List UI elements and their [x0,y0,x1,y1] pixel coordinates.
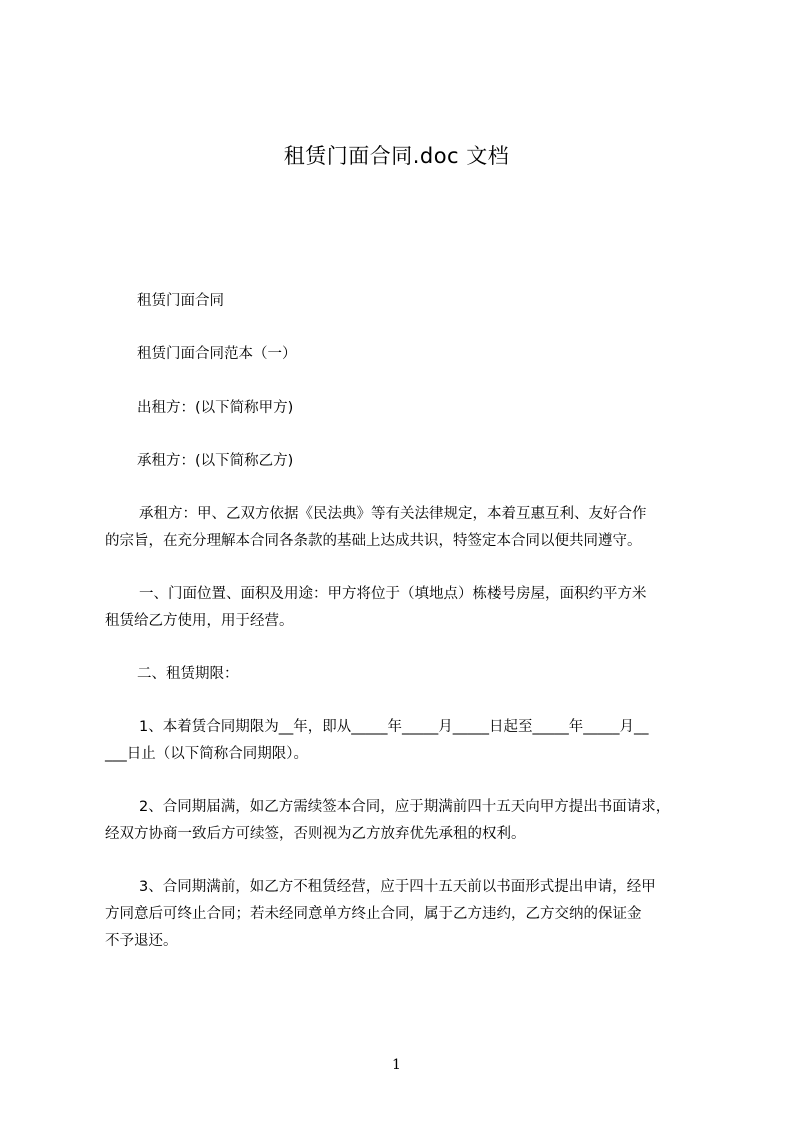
paragraph-line: 方同意后可终止合同；若未经同意单方终止合同，属于乙方违约，乙方交纳的保证金 [105,906,642,922]
paragraph-line: 3、合同期满前，如乙方不租赁经营，应于四十五天前以书面形式提出申请，经甲 [139,879,656,895]
paragraph-contract-name: 租赁门面合同 [137,293,224,309]
paragraph-lessor: 出租方：(以下简称甲方) [137,400,294,416]
paragraph-line: 租赁给乙方使用，用于经营。 [105,613,294,629]
paragraph-line: ___日止（以下简称合同期限）。 [105,746,308,762]
paragraph-template-heading: 租赁门面合同范本（一） [137,346,297,362]
paragraph-clause-2-heading: 二、租赁期限： [137,666,239,682]
page-number: 1 [392,1057,401,1073]
paragraph-lessee: 承租方：(以下简称乙方) [137,453,294,469]
paragraph-line: 承租方：甲、乙双方依据《民法典》等有关法律规定，本着互惠互利、友好合作 [139,506,647,522]
paragraph-line: 经双方协商一致后方可续签，否则视为乙方放弃优先承租的权利。 [105,826,526,842]
paragraph-line: 2、合同期届满，如乙方需续签本合同，应于期满前四十五天向甲方提出书面请求， [139,799,671,815]
paragraph-line: 1、本着赁合同期限为__年，即从_____年_____月_____日起至_____年_____月__ [139,719,649,735]
document-title: 租赁门面合同.doc 文档 [283,144,510,168]
paragraph-line: 的宗旨，在充分理解本合同各条款的基础上达成共识，特签定本合同以便共同遵守。 [105,533,642,549]
paragraph-line: 不予退还。 [105,933,178,949]
paragraph-line: 一、门面位置、面积及用途：甲方将位于（填地点）栋楼号房屋，面积约平方米 [139,586,647,602]
